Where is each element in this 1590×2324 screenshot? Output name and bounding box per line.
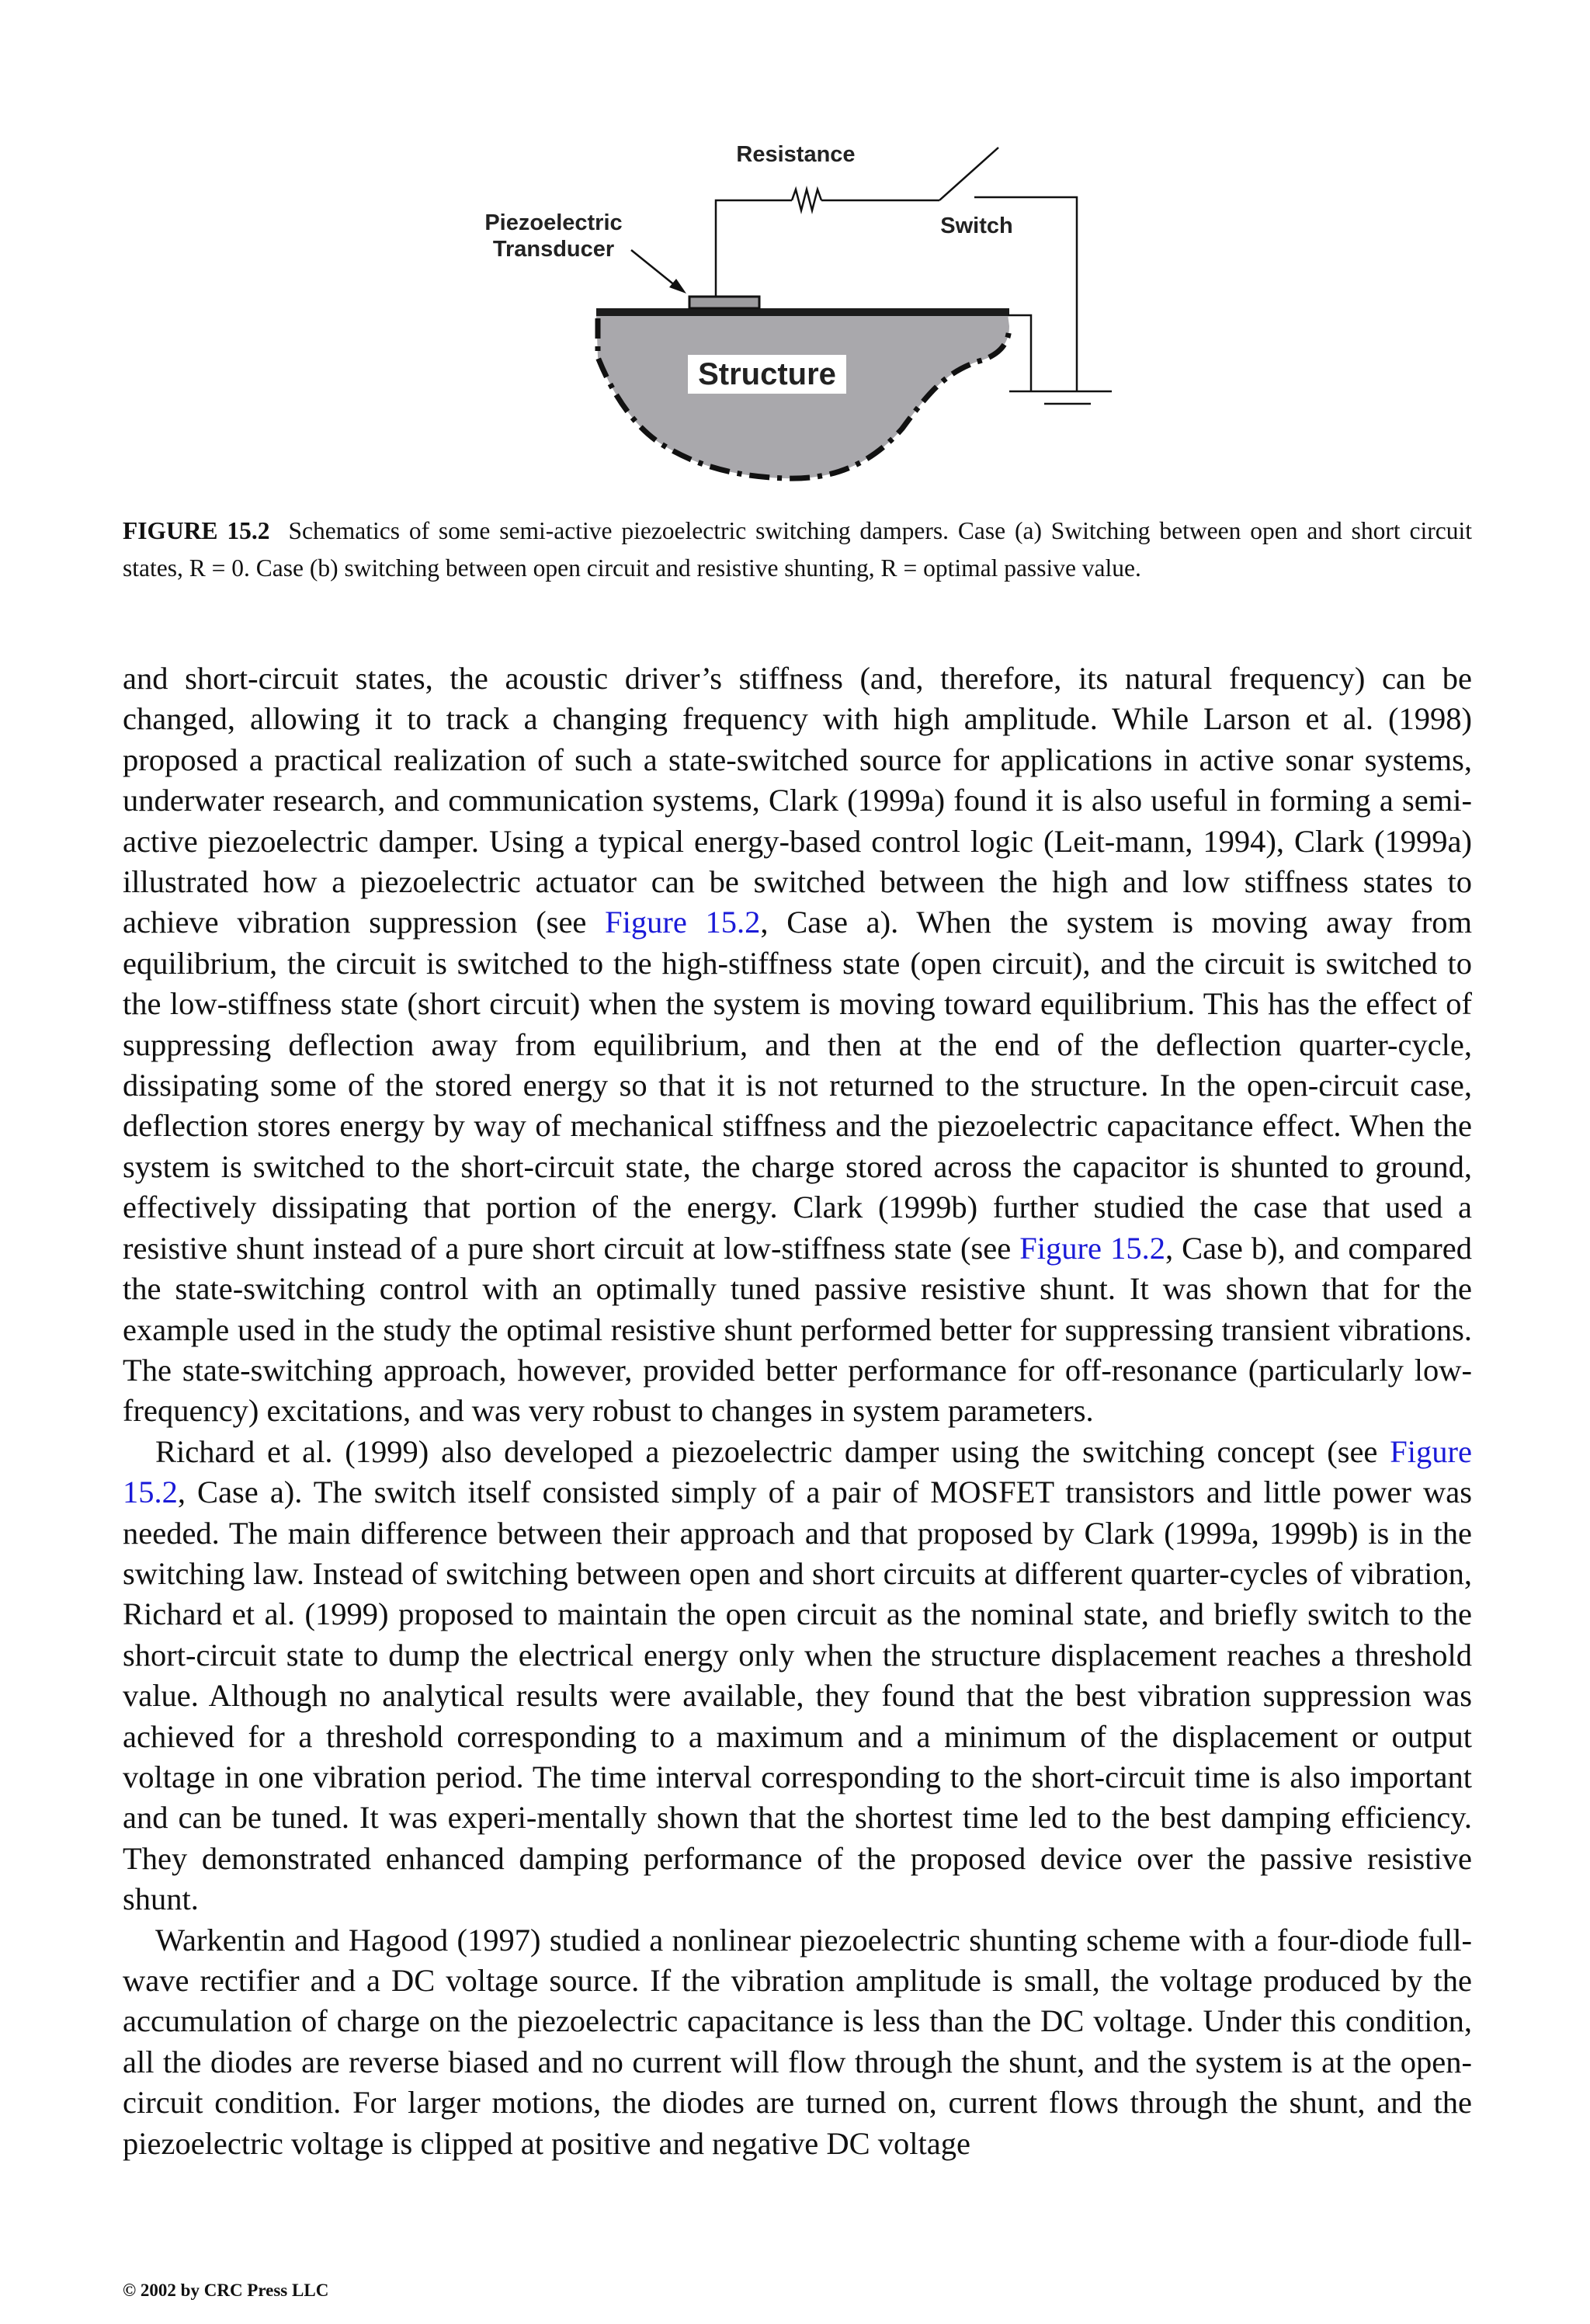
p2-text-2: , Case a). The switch itself consisted simply of a pair of MOSFET transistors and little power was needed. The main difference between their approach and that proposed by Clark (1999a, 1999b) is in the switching law. Instead of switching between open and short circuits at different quarter-cycles of vibration, Richard et al. (1999) proposed to maintain the open circuit as the nominal state, and briefly switch to the short-circuit state to dump the electrical energy only when the structure displacement reaches a threshold value. Although no analytical results were available, they found that the best vibration suppression was achieved for a threshold corresponding to a maximum and a minimum of the displacement or output voltage in one vibration period. The time interval corresponding to the short-circuit time is also important and can be tuned. It was experi-mentally shown that the shortest time led to the best damping efficiency. They demonstrated enhanced damping performance of the proposed device over the passive resistive shunt. — [123, 1475, 1472, 1917]
body-text — [123, 658, 1472, 2164]
p1-text-3: , Case b), and compared the state-switching control with an optimally tuned passive resistive shunt. It was shown that for the example used in the study the optimal resistive shunt performed better for suppressing transient vibrations. The state-switching approach, however, provided better performance for off-resonance (particularly low-frequency) excitations, and was very robust to changes in system parameters. — [123, 1230, 1472, 1429]
caption-text: Schematics of some semi-active piezoelectric switching dampers. Case (a) Switching between open and short circuit states, R = 0. Case (b) switching between open circuit and resistive shunting, R = optimal passive value. — [123, 517, 1472, 582]
resistor-symbol — [792, 189, 821, 210]
paragraph-1 — [123, 658, 1472, 1432]
structure-body — [596, 314, 1009, 478]
structure-label: Structure — [698, 357, 836, 391]
wire-left-lead — [716, 200, 792, 297]
figure-15-2-link[interactable]: Figure 15.2 — [1019, 1230, 1165, 1266]
figure-caption — [123, 512, 1472, 587]
resistance-label: Resistance — [736, 142, 856, 167]
wire-structure-to-ground — [1008, 315, 1031, 391]
transducer-pointer-arrowhead — [669, 279, 686, 294]
transducer-pointer-arrow — [631, 250, 675, 286]
copyright-footer: © 2002 by CRC Press LLC — [123, 2281, 329, 2300]
figure-15-2-link[interactable]: Figure 15.2 — [123, 1433, 1472, 1510]
figure-15-2-schematic — [466, 132, 1133, 497]
piezoelectric-transducer — [689, 297, 759, 308]
p2-text-1: Richard et al. (1999) also developed a piezoelectric damper using the switching concept (see — [155, 1433, 1390, 1469]
piezo-label-line1: Piezoelectric — [484, 210, 623, 235]
figure-15-2-link[interactable]: Figure 15.2 — [605, 905, 761, 940]
switch-symbol — [939, 148, 998, 200]
structure-top-plate — [596, 308, 1009, 316]
figure-number: FIGURE 15.2 — [123, 517, 270, 544]
piezo-label-line2: Transducer — [492, 237, 615, 262]
p1-text-2: , Case a). When the system is moving away from equilibrium, the circuit is switched to the high-stiffness state (open circuit), and the circuit is switched to the low-stiffness state (short circuit) when the system is moving toward equilibrium. This has the effect of suppressing deflection away from equilibrium, and then at the end of the deflection quarter-cycle, dissipating some of the stored energy so that it is not returned to the structure. In the open-circuit case, deflection stores energy by way of mechanical stiffness and the piezoelectric capacitance effect. When the system is switched to the short-circuit state, the charge stored across the capacitor is shunted to ground, effectively dissipating that portion of the energy. Clark (1999b) further studied the case that used a resistive shunt instead of a pure short circuit at low-stiffness state (see — [123, 905, 1472, 1266]
switch-label: Switch — [940, 214, 1013, 238]
paragraph-3 — [123, 1920, 1472, 2164]
p1-text-1: and short-circuit states, the acoustic driver’s stiffness (and, therefore, its natural frequency) can be changed, allowing it to track a changing frequency with high amplitude. While Larson et al. (1998) proposed a practical realization of such a state-switched source for applications in active sonar systems, underwater research, and communication systems, Clark (1999a) found it is also useful in forming a semi-active piezoelectric damper. Using a typical energy-based control logic (Leit-mann, 1994), Clark (1999a) illustrated how a piezoelectric actuator can be switched between the high and low stiffness states to achieve vibration suppression (see — [123, 661, 1472, 940]
paragraph-2 — [123, 1432, 1472, 1920]
p3-text-1: Warkentin and Hagood (1997) studied a nonlinear piezoelectric shunting scheme with a four-diode full-wave rectifier and a DC voltage source. If the vibration amplitude is small, the voltage produced by the accumulation of charge on the piezoelectric capacitance is less than the DC voltage. Under this condition, all the diodes are reverse biased and no current will flow through the shunt, and the system is at the open-circuit condition. For larger motions, the diodes are turned on, current flows through the shunt, and the piezoelectric voltage is clipped at positive and negative DC voltage — [123, 1922, 1472, 2161]
